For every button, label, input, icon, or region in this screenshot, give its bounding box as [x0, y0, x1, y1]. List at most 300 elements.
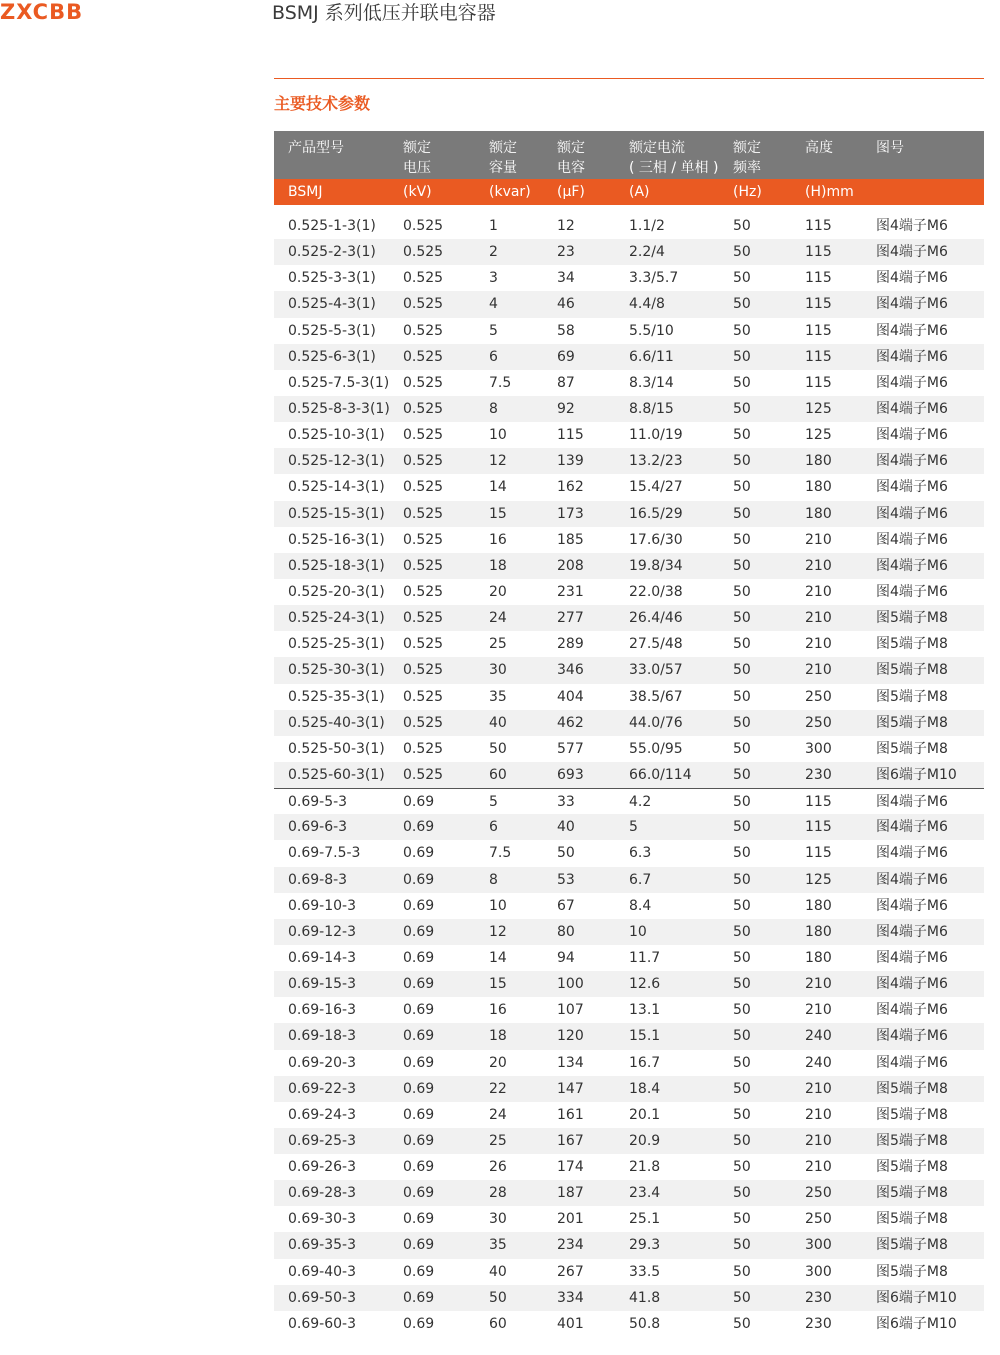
table-cell: 50	[733, 976, 751, 993]
table-cell: 15	[489, 976, 507, 993]
column-unit: (μF)	[557, 184, 585, 200]
table-cell: 50	[733, 845, 751, 862]
table-cell: 26	[489, 1159, 507, 1176]
table-cell: 8	[489, 871, 498, 888]
table-cell: 80	[557, 923, 575, 940]
table-cell: 0.525-4-3(1)	[288, 296, 376, 313]
table-cell: 0.69-16-3	[288, 1002, 356, 1019]
table-cell: 50	[733, 1315, 751, 1332]
table-cell: 50	[733, 583, 751, 600]
table-cell: 0.69-26-3	[288, 1159, 356, 1176]
table-cell: 230	[805, 766, 832, 783]
table-cell: 图6端子M10	[876, 766, 957, 783]
table-cell: 0.525	[403, 636, 444, 653]
table-cell: 210	[805, 1106, 832, 1123]
table-cell: 13.2/23	[629, 453, 683, 470]
table-cell: 14	[489, 479, 507, 496]
table-cell: 208	[557, 557, 584, 574]
table-cell: 0.525	[403, 583, 444, 600]
table-cell: 462	[557, 714, 584, 731]
table-cell: 0.69	[403, 794, 435, 811]
table-cell: 图4端子M6	[876, 531, 948, 548]
column-header: 高度	[805, 140, 833, 156]
table-cell: 240	[805, 1028, 832, 1045]
table-cell: 图4端子M6	[876, 845, 948, 862]
table-cell: 180	[805, 923, 832, 940]
table-cell: 0.69	[403, 1263, 435, 1280]
table-cell: 210	[805, 1132, 832, 1149]
table-cell: 0.525-1-3(1)	[288, 218, 376, 234]
table-cell: 0.69	[403, 1315, 435, 1332]
table-cell: 0.525	[403, 427, 444, 444]
table-cell: 18	[489, 1028, 507, 1045]
table-cell: 250	[805, 1211, 832, 1228]
table-cell: 50	[733, 479, 751, 496]
table-cell: 50	[733, 949, 751, 966]
table-cell: 25.1	[629, 1211, 661, 1228]
table-cell: 50	[733, 348, 751, 365]
table-cell: 15.4/27	[629, 479, 683, 496]
table-cell: 0.525	[403, 662, 444, 679]
table-cell: 13.1	[629, 1002, 661, 1019]
table-cell: 8.4	[629, 897, 652, 914]
table-cell: 10	[489, 897, 507, 914]
table-cell: 139	[557, 453, 584, 470]
table-cell: 44.0/76	[629, 714, 683, 731]
table-cell: 50	[733, 794, 751, 811]
table-cell: 50	[733, 1263, 751, 1280]
table-cell: 0.69	[403, 1185, 435, 1202]
table-cell: 16.5/29	[629, 505, 683, 522]
table-row	[274, 684, 984, 710]
table-row	[274, 1076, 984, 1102]
table-cell: 图4端子M6	[876, 794, 948, 811]
table-row	[274, 657, 984, 683]
table-cell: 0.69	[403, 845, 435, 862]
table-cell: 0.69-12-3	[288, 923, 356, 940]
table-cell: 50	[733, 610, 751, 627]
table-cell: 0.525	[403, 766, 444, 783]
table-cell: 0.69-22-3	[288, 1080, 356, 1097]
table-cell: 50	[733, 1185, 751, 1202]
table-cell: 34	[557, 270, 575, 287]
table-cell: 6.3	[629, 845, 652, 862]
table-cell: 图5端子M8	[876, 1263, 948, 1280]
table-cell: 33.5	[629, 1263, 661, 1280]
table-cell: 35	[489, 688, 507, 705]
table-cell: 50	[733, 714, 751, 731]
table-row	[274, 527, 984, 553]
table-row	[274, 840, 984, 866]
table-cell: 图5端子M8	[876, 1132, 948, 1149]
table-cell: 300	[805, 1263, 832, 1280]
table-cell: 201	[557, 1211, 584, 1228]
table-cell: 0.69-10-3	[288, 897, 356, 914]
table-row	[274, 1023, 984, 1049]
table-cell: 50	[733, 636, 751, 653]
table-cell: 图5端子M8	[876, 610, 948, 627]
table-cell: 115	[805, 218, 832, 234]
table-cell: 0.525-40-3(1)	[288, 714, 385, 731]
table-cell: 21.8	[629, 1159, 661, 1176]
table-cell: 55.0/95	[629, 740, 683, 757]
table-cell: 0.525	[403, 714, 444, 731]
table-cell: 2	[489, 244, 498, 261]
table-cell: 0.69	[403, 871, 435, 888]
table-cell: 26.4/46	[629, 610, 683, 627]
table-cell: 0.525-24-3(1)	[288, 610, 385, 627]
table-cell: 0.525-14-3(1)	[288, 479, 385, 496]
table-cell: 0.69	[403, 923, 435, 940]
table-row	[274, 213, 984, 239]
table-row	[274, 814, 984, 840]
table-cell: 231	[557, 583, 584, 600]
table-row	[274, 448, 984, 474]
table-row	[274, 1128, 984, 1154]
table-cell: 0.69-7.5-3	[288, 845, 361, 862]
table-cell: 50	[733, 871, 751, 888]
table-cell: 210	[805, 1002, 832, 1019]
table-cell: 0.525	[403, 479, 444, 496]
column-header: 图号	[876, 140, 904, 156]
table-cell: 50	[733, 819, 751, 836]
table-cell: 115	[805, 322, 832, 339]
table-row	[274, 422, 984, 448]
table-row	[274, 1206, 984, 1232]
table-cell: 0.69	[403, 1080, 435, 1097]
table-cell: 0.69	[403, 1054, 435, 1071]
table-cell: 401	[557, 1315, 584, 1332]
table-cell: 334	[557, 1289, 584, 1306]
table-cell: 185	[557, 531, 584, 548]
table-cell: 50	[733, 400, 751, 417]
table-header-units	[274, 179, 984, 205]
table-body	[274, 213, 984, 1337]
table-cell: 125	[805, 427, 832, 444]
table-cell: 67	[557, 897, 575, 914]
table-cell: 23	[557, 244, 575, 261]
section-title: 主要技术参数	[274, 94, 371, 113]
table-cell: 图4端子M6	[876, 1054, 948, 1071]
table-cell: 0.525	[403, 270, 444, 287]
table-cell: 0.525-50-3(1)	[288, 740, 385, 757]
table-cell: 38.5/67	[629, 688, 683, 705]
table-cell: 50	[733, 1159, 751, 1176]
table-cell: 115	[805, 270, 832, 287]
table-cell: 0.69-25-3	[288, 1132, 356, 1149]
table-cell: 8.3/14	[629, 374, 674, 391]
table-cell: 147	[557, 1080, 584, 1097]
table-cell: 图4端子M6	[876, 976, 948, 993]
document-title: BSMJ 系列低压并联电容器	[272, 2, 496, 24]
table-cell: 10	[629, 923, 647, 940]
table-cell: 0.69	[403, 949, 435, 966]
table-cell: 3	[489, 270, 498, 287]
table-cell: 0.69	[403, 897, 435, 914]
table-row	[274, 553, 984, 579]
table-cell: 图4端子M6	[876, 583, 948, 600]
table-cell: 0.69-30-3	[288, 1211, 356, 1228]
table-cell: 50	[733, 374, 751, 391]
table-cell: 4.2	[629, 794, 652, 811]
table-cell: 0.69-35-3	[288, 1237, 356, 1254]
table-cell: 14	[489, 949, 507, 966]
table-cell: 0.69-14-3	[288, 949, 356, 966]
table-cell: 50	[733, 427, 751, 444]
table-cell: 0.525-16-3(1)	[288, 531, 385, 548]
table-cell: 0.69-5-3	[288, 794, 348, 811]
table-cell: 0.525-2-3(1)	[288, 244, 376, 261]
table-cell: 图5端子M8	[876, 1185, 948, 1202]
table-row	[274, 291, 984, 317]
table-cell: 20.1	[629, 1106, 661, 1123]
column-unit: (Hz)	[733, 184, 762, 200]
table-cell: 210	[805, 976, 832, 993]
table-cell: 0.525	[403, 505, 444, 522]
table-cell: 11.0/19	[629, 427, 683, 444]
table-row	[274, 501, 984, 527]
table-cell: 图6端子M10	[876, 1315, 957, 1332]
table-cell: 6.6/11	[629, 348, 674, 365]
table-cell: 12	[489, 923, 507, 940]
table-cell: 50	[557, 845, 575, 862]
table-cell: 300	[805, 740, 832, 757]
table-row	[274, 265, 984, 291]
table-cell: 0.525-6-3(1)	[288, 348, 376, 365]
table-cell: 24	[489, 1106, 507, 1123]
table-cell: 图4端子M6	[876, 322, 948, 339]
table-row	[274, 919, 984, 945]
column-header: 额定 电容	[557, 140, 585, 176]
table-cell: 58	[557, 322, 575, 339]
table-cell: 图5端子M8	[876, 636, 948, 653]
table-cell: 50	[733, 1028, 751, 1045]
table-cell: 0.69-15-3	[288, 976, 356, 993]
table-cell: 230	[805, 1289, 832, 1306]
table-cell: 图5端子M8	[876, 1106, 948, 1123]
table-cell: 115	[805, 845, 832, 862]
table-cell: 6.7	[629, 871, 652, 888]
table-cell: 图5端子M8	[876, 740, 948, 757]
column-header: 额定电流 ( 三相 / 单相 )	[629, 140, 719, 176]
table-cell: 210	[805, 583, 832, 600]
table-cell: 693	[557, 766, 584, 783]
table-cell: 5.5/10	[629, 322, 674, 339]
table-cell: 346	[557, 662, 584, 679]
brand-logo: ZXCBB	[0, 0, 84, 24]
table-cell: 50	[733, 1054, 751, 1071]
table-cell: 0.525-18-3(1)	[288, 557, 385, 574]
table-cell: 0.525	[403, 531, 444, 548]
table-cell: 图4端子M6	[876, 400, 948, 417]
table-cell: 210	[805, 1159, 832, 1176]
table-cell: 50	[733, 453, 751, 470]
table-row	[274, 605, 984, 631]
table-cell: 115	[805, 819, 832, 836]
table-cell: 234	[557, 1237, 584, 1254]
table-cell: 0.525	[403, 296, 444, 313]
table-row	[274, 1259, 984, 1285]
table-cell: 图4端子M6	[876, 897, 948, 914]
table-cell: 0.525-8-3-3(1)	[288, 400, 390, 417]
table-cell: 300	[805, 1237, 832, 1254]
table-cell: 230	[805, 1315, 832, 1332]
table-cell: 250	[805, 1185, 832, 1202]
table-cell: 8	[489, 400, 498, 417]
table-row	[274, 344, 984, 370]
table-cell: 图5端子M8	[876, 688, 948, 705]
column-unit: BSMJ	[288, 184, 323, 200]
table-cell: 0.69	[403, 1132, 435, 1149]
table-row	[274, 945, 984, 971]
table-cell: 0.525	[403, 348, 444, 365]
table-cell: 4.4/8	[629, 296, 665, 313]
table-cell: 0.525-60-3(1)	[288, 766, 385, 783]
table-cell: 174	[557, 1159, 584, 1176]
table-cell: 20.9	[629, 1132, 661, 1149]
table-cell: 图4端子M6	[876, 453, 948, 470]
table-cell: 40	[489, 1263, 507, 1280]
table-cell: 0.525	[403, 740, 444, 757]
table-cell: 0.69-28-3	[288, 1185, 356, 1202]
table-cell: 100	[557, 976, 584, 993]
table-cell: 0.69	[403, 1159, 435, 1176]
table-cell: 167	[557, 1132, 584, 1149]
table-cell: 161	[557, 1106, 584, 1123]
table-cell: 18.4	[629, 1080, 661, 1097]
table-cell: 0.525-12-3(1)	[288, 453, 385, 470]
table-cell: 5	[489, 794, 498, 811]
table-row	[274, 788, 984, 814]
table-cell: 30	[489, 1211, 507, 1228]
column-header: 额定 频率	[733, 140, 761, 176]
table-row	[274, 997, 984, 1023]
table-cell: 210	[805, 557, 832, 574]
table-row	[274, 1285, 984, 1311]
table-cell: 50	[733, 531, 751, 548]
table-row	[274, 579, 984, 605]
table-cell: 5	[489, 322, 498, 339]
table-cell: 210	[805, 1080, 832, 1097]
table-cell: 180	[805, 505, 832, 522]
table-cell: 0.525	[403, 400, 444, 417]
table-cell: 50	[733, 662, 751, 679]
table-cell: 50	[733, 1237, 751, 1254]
table-cell: 图4端子M6	[876, 1028, 948, 1045]
table-cell: 图5端子M8	[876, 662, 948, 679]
table-cell: 0.525	[403, 688, 444, 705]
table-cell: 50.8	[629, 1315, 661, 1332]
table-cell: 3.3/5.7	[629, 270, 679, 287]
table-cell: 125	[805, 400, 832, 417]
table-cell: 0.69	[403, 1211, 435, 1228]
table-cell: 115	[805, 244, 832, 261]
table-row	[274, 893, 984, 919]
table-cell: 27.5/48	[629, 636, 683, 653]
table-cell: 图4端子M6	[876, 270, 948, 287]
table-cell: 0.525	[403, 453, 444, 470]
table-cell: 0.525-15-3(1)	[288, 505, 385, 522]
table-cell: 210	[805, 531, 832, 548]
table-cell: 0.525-25-3(1)	[288, 636, 385, 653]
table-cell: 0.69-40-3	[288, 1263, 356, 1280]
table-cell: 图6端子M10	[876, 1289, 957, 1306]
table-cell: 173	[557, 505, 584, 522]
table-cell: 50	[733, 505, 751, 522]
table-cell: 16.7	[629, 1054, 661, 1071]
table-cell: 0.525	[403, 374, 444, 391]
column-header: 产品型号	[288, 140, 344, 156]
table-row	[274, 736, 984, 762]
table-cell: 50	[733, 557, 751, 574]
table-cell: 图4端子M6	[876, 296, 948, 313]
table-cell: 134	[557, 1054, 584, 1071]
table-cell: 41.8	[629, 1289, 661, 1306]
table-cell: 0.525	[403, 610, 444, 627]
table-row	[274, 239, 984, 265]
table-cell: 60	[489, 766, 507, 783]
table-cell: 0.69	[403, 1106, 435, 1123]
table-cell: 图4端子M6	[876, 505, 948, 522]
table-row	[274, 318, 984, 344]
table-cell: 0.525	[403, 218, 444, 234]
table-cell: 577	[557, 740, 584, 757]
table-cell: 50	[489, 740, 507, 757]
table-cell: 87	[557, 374, 575, 391]
table-cell: 图5端子M8	[876, 1080, 948, 1097]
table-cell: 图5端子M8	[876, 714, 948, 731]
table-cell: 30	[489, 662, 507, 679]
table-cell: 180	[805, 453, 832, 470]
column-unit: (kvar)	[489, 184, 531, 200]
table-cell: 50	[733, 1211, 751, 1228]
table-cell: 66.0/114	[629, 766, 692, 783]
table-row	[274, 971, 984, 997]
table-cell: 10	[489, 427, 507, 444]
column-unit: (H)mm	[805, 184, 854, 200]
title-divider	[274, 78, 984, 79]
table-cell: 图4端子M6	[876, 218, 948, 234]
table-cell: 图4端子M6	[876, 427, 948, 444]
table-cell: 0.69-24-3	[288, 1106, 356, 1123]
table-header-names	[274, 131, 984, 179]
table-cell: 50	[733, 322, 751, 339]
table-cell: 180	[805, 897, 832, 914]
table-cell: 15	[489, 505, 507, 522]
table-cell: 6	[489, 819, 498, 836]
table-cell: 0.525-35-3(1)	[288, 688, 385, 705]
table-row	[274, 762, 984, 788]
table-cell: 50	[733, 1132, 751, 1149]
table-row	[274, 1311, 984, 1337]
table-cell: 33	[557, 794, 575, 811]
table-cell: 210	[805, 662, 832, 679]
table-cell: 69	[557, 348, 575, 365]
table-cell: 210	[805, 636, 832, 653]
table-cell: 40	[557, 819, 575, 836]
table-cell: 20	[489, 583, 507, 600]
spec-table	[274, 131, 984, 1337]
table-cell: 50	[733, 218, 751, 234]
table-cell: 40	[489, 714, 507, 731]
table-cell: 187	[557, 1185, 584, 1202]
table-cell: 267	[557, 1263, 584, 1280]
table-cell: 7.5	[489, 845, 512, 862]
table-cell: 404	[557, 688, 584, 705]
table-cell: 2.2/4	[629, 244, 665, 261]
table-cell: 250	[805, 714, 832, 731]
table-cell: 210	[805, 610, 832, 627]
